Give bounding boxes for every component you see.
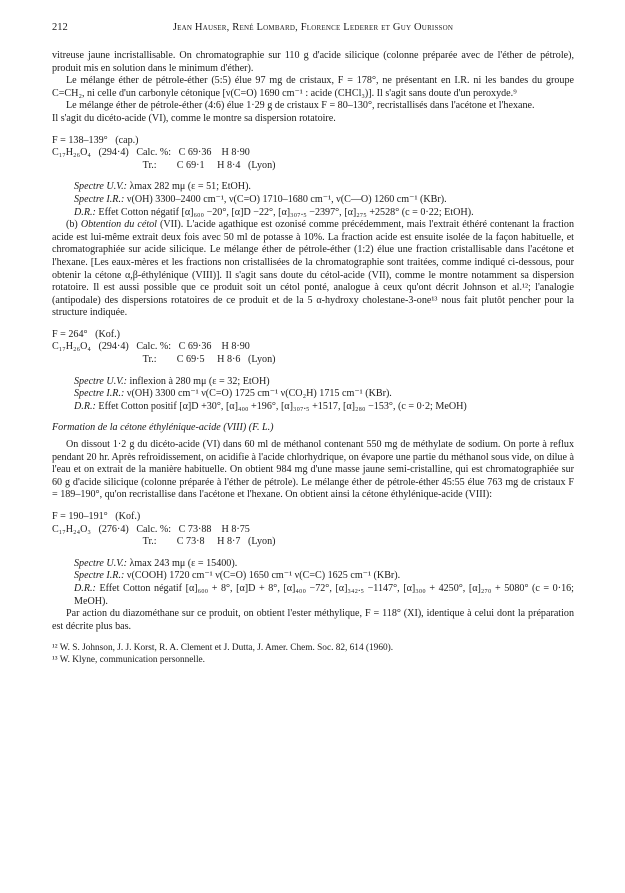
subsection-title: Obtention du cétol (80, 219, 157, 231)
uv-value: inflexion à 280 mμ (ε = 32; EtOH) (129, 375, 270, 387)
data-line: F = 138–139° (cap.) (52, 134, 139, 146)
running-title: Jean Hauser, René Lombard, Florence Lederer et Guy Ourisson (172, 22, 454, 33)
section-heading: Formation de la cétone éthylénique-acide (VIII) (F. L.) (52, 422, 274, 434)
ir-value: ν(OH) 3300–2400 cm⁻¹, ν(C=O) 1710–1680 cm⁻¹, ν(C—O) 1260 cm⁻¹ (KBr). (126, 193, 447, 205)
uv-label: Spectre U.V.: (74, 375, 127, 387)
data-line: F = 190–191° (Kof.) (52, 511, 141, 522)
data-line: C₁₇H₂₄O₃ (276·4) Calc. %: C 73·88 H 8·75 (52, 523, 250, 535)
dr-label: D.R.: (74, 582, 96, 594)
subsection-label: (b) (66, 219, 81, 231)
uv-label: Spectre U.V.: (74, 557, 127, 569)
ir-label: Spectre I.R.: (74, 388, 125, 400)
ir-value: ν(COOH) 1720 cm⁻¹ ν(C=O) 1650 cm⁻¹ ν(C=C) 1625 cm⁻¹ (KBr). (126, 570, 401, 582)
paragraph-2: Le mélange éther de pétrole-éther (5:5) élue 97 mg de cristaux, F = 178°, ne présentant en I.R. ni les bandes du groupe C=CH₂, ni celle d'un carbonyle cétonique [ν(C=O) 1690 cm⁻¹ : acide (CHCl₃)]. Il s'agit sans doute d'un peroxyde.⁹ (52, 75, 574, 99)
data-line: C₁₇H₂₆O₄ (294·4) Calc. %: C 69·36 H 8·90 (52, 341, 250, 353)
ir-value: ν(OH) 3300 cm⁻¹ ν(C=O) 1725 cm⁻¹ ν(CO₂H) 1715 cm⁻¹ (KBr). (126, 388, 392, 400)
spectra-block-3 (74, 558, 574, 583)
dr-label: D.R.: (74, 206, 96, 218)
dr-value: Effet Cotton positif [α]D +30°, [α]₄₀₀ +196°, [α]₃₀₇.₅ +1517, [α]₂₈₀ −153°, (c = 0·2; MeOH) (98, 400, 467, 412)
dr-value: Effet Cotton négatif [α]₆₀₀ + 8°, [α]D + 8°, [α]₄₀₀ −72°, [α]₃₄₂.₅ −1147°, [α]₃₀₀ + 4250°, [α]₂₇₀ + 5080° (c = 0·16; MeOH). (74, 582, 574, 607)
data-line: F = 264° (Kof.) (52, 328, 121, 340)
analysis-block-3 (52, 511, 574, 549)
paragraph-5-text: (VII). L'acide agathique est ozonisé comme précédemment, mais l'extrait éthéré contenant la fraction acide est lui-même extrait deux fois avec 50 ml de potasse à 10%. La fraction acide est ensuite isolée de la façon habituelle, et chromatographiée sur acide silicique. Le mélange éther de pétrole-éther (1:2) élue une fraction cristallisable dans l'acétone et l'hexane. [Les eaux-mères et les fractions non cristallisées de la chromatographie sont traitées, comme indiqué ci-dessous, pour obtenir la cétone α,β-éthylénique (VIII)]. Il s'agit sans doute du cétol-acide (VII), comme le montre notamment sa dispersion rotatoire. Il est aussi possible que ce produit soit un cétol ponté, analogue à ceux qu'ont décrit Johnson et al.¹²; l'analogie (antipodale) des dispersions rotatoires de ce produit et de la 5 α-hydroxy cholestane-3-one¹³ nous fait plutôt pencher pour la structure indiquée. (52, 219, 574, 319)
ir-label: Spectre I.R.: (74, 570, 125, 582)
footnote: ¹² W. S. Johnson, J. J. Korst, R. A. Clement et J. Dutta, J. Amer. Chem. Soc. 82, 614 (1960). (52, 643, 394, 654)
data-line: Tr.: C 69·5 H 8·6 (Lyon) (52, 354, 276, 366)
data-line: C₁₇H₂₆O₄ (294·4) Calc. %: C 69·36 H 8·90 (52, 147, 250, 159)
paragraph-3: Le mélange éther de pétrole-éther (4:6) élue 1·29 g de cristaux F = 80–130°, recristallisés dans l'acétone et l'hexane. (66, 100, 535, 112)
uv-value: λmax 243 mμ (ε = 15400). (129, 557, 238, 569)
dr-line-1 (74, 207, 574, 220)
spectra-block-2 (74, 376, 574, 414)
paragraph-5 (52, 219, 574, 320)
paragraph-7: Par action du diazométhane sur ce produit, on obtient l'ester méthylique, F = 118° (XI), identique à celui dont la préparation est décrite plus bas. (52, 608, 574, 632)
dr-label: D.R.: (74, 400, 96, 412)
footnotes (52, 643, 574, 666)
analysis-block-1 (52, 135, 574, 173)
uv-value: λmax 282 mμ (ε = 51; EtOH). (129, 181, 251, 193)
dr-line-3 (74, 583, 574, 608)
page-header (52, 22, 574, 36)
journal-page (52, 22, 574, 666)
spectra-block-1 (74, 181, 574, 206)
ir-label: Spectre I.R.: (74, 193, 125, 205)
paragraph-4: Il s'agit du dicéto-acide (VI), comme le montre sa dispersion rotatoire. (52, 112, 336, 124)
data-line: Tr.: C 69·1 H 8·4 (Lyon) (52, 159, 276, 171)
footnote: ¹³ W. Klyne, communication personnelle. (52, 654, 206, 665)
uv-label: Spectre U.V.: (74, 181, 127, 193)
analysis-block-2 (52, 329, 574, 367)
page-number: 212 (52, 22, 68, 33)
paragraph-1: vitreuse jaune incristallisable. On chromatographie sur 110 g d'acide silicique (colonne préparée avec de l'éther de pétrole), produit mis en solution dans le minimum d'éther). (52, 50, 574, 74)
data-line: Tr.: C 73·8 H 8·7 (Lyon) (52, 536, 276, 548)
paragraph-6: On dissout 1·2 g du dicéto-acide (VI) dans 60 ml de méthanol contenant 550 mg de méthylate de sodium. On porte à reflux pendant 20 hr. Après refroidissement, on acidifie à l'acide chlorhydrique, on évapore une partie du méthanol sous vide, on dilue à l'eau et on extrait de la manière habituelle. On obtient 984 mg d'une masse jaune semi-cristalline, qui est chromatographiée sur 60 g d'acide silicique (colonne préparée à l'éther de pétrole). Le mélange éther de pétrole-éther 45:55 élue 763 mg de cristaux F = 189–190°, qu'on recristallise dans l'acétone et l'hexane. On obtient ainsi la cétone éthylénique-acide (VIII): (52, 439, 574, 501)
dr-value: Effet Cotton négatif [α]₆₀₀ −20°, [α]D −22°, [α]₃₀₇.₅ −2397°, [α]₂₇₅ +2528° (c = 0·22; EtOH). (98, 206, 474, 218)
